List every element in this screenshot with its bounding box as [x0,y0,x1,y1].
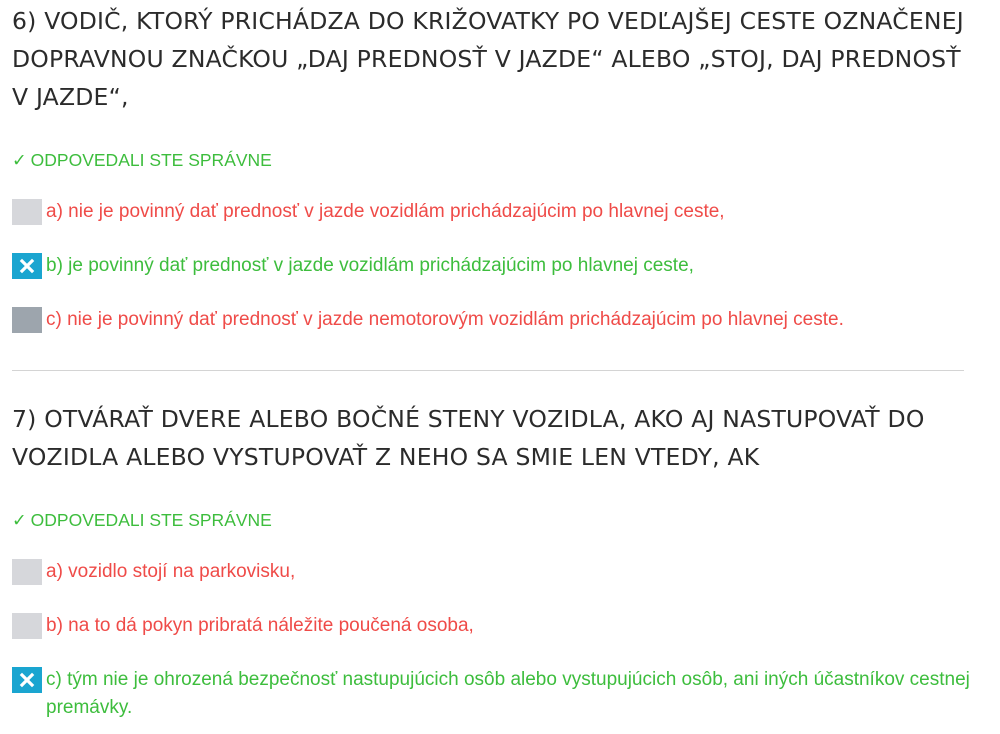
question-7 [12,392,972,722]
answer-checkbox[interactable] [12,307,42,333]
answer-status [12,508,972,532]
status-text: ODPOVEDALI STE SPRÁVNE [30,510,272,530]
answer-text: c) nie je povinný dať prednosť v jazde nemotorovým vozidlám prichádzajúcim po hlavnej ceste. [46,309,844,330]
answer-option-a[interactable] [12,558,972,586]
answer-option-a[interactable] [12,198,972,226]
close-x-icon [19,672,35,688]
close-x-icon [19,258,35,274]
answer-text: a) nie je povinný dať prednosť v jazde vozidlám prichádzajúcim po hlavnej ceste, [46,201,725,222]
status-text: ODPOVEDALI STE SPRÁVNE [30,150,272,170]
answer-text: c) tým nie je ohrozená bezpečnosť nastupujúcich osôb alebo vystupujúcich osôb, ani iných účastníkov cestnej premávky. [46,669,970,718]
question-title: 6) VODIČ, KTORÝ PRICHÁDZA DO KRIŽOVATKY PO VEDĽAJŠEJ CESTE OZNAČENEJ DOPRAVNOU ZNAČKOU „DAJ PREDNOSŤ V JAZDE“ ALEBO „STOJ, DAJ PREDNOSŤ V JAZDE“, [12,7,964,111]
checkmark-icon: ✓ [12,150,27,170]
answer-option-c[interactable] [12,666,972,722]
answer-checkbox-checked[interactable] [12,667,42,693]
checkmark-icon: ✓ [12,510,27,530]
answer-option-b[interactable] [12,252,972,280]
answer-option-b[interactable] [12,612,972,640]
answer-text: a) vozidlo stojí na parkovisku, [46,561,296,582]
answer-checkbox[interactable] [12,199,42,225]
answer-checkbox-checked[interactable] [12,253,42,279]
question-6 [12,0,972,334]
answer-checkbox[interactable] [12,559,42,585]
answer-text: b) na to dá pokyn pribratá náležite poučená osoba, [46,615,474,636]
answer-text: b) je povinný dať prednosť v jazde vozidlám prichádzajúcim po hlavnej ceste, [46,255,694,276]
answer-status [12,148,972,172]
answer-option-c[interactable] [12,306,972,334]
answer-checkbox[interactable] [12,613,42,639]
question-divider [12,370,964,371]
question-title: 7) OTVÁRAŤ DVERE ALEBO BOČNÉ STENY VOZIDLA, AKO AJ NASTUPOVAŤ DO VOZIDLA ALEBO VYSTUPOVAŤ Z NEHO SA SMIE LEN VTEDY, AK [12,405,925,471]
